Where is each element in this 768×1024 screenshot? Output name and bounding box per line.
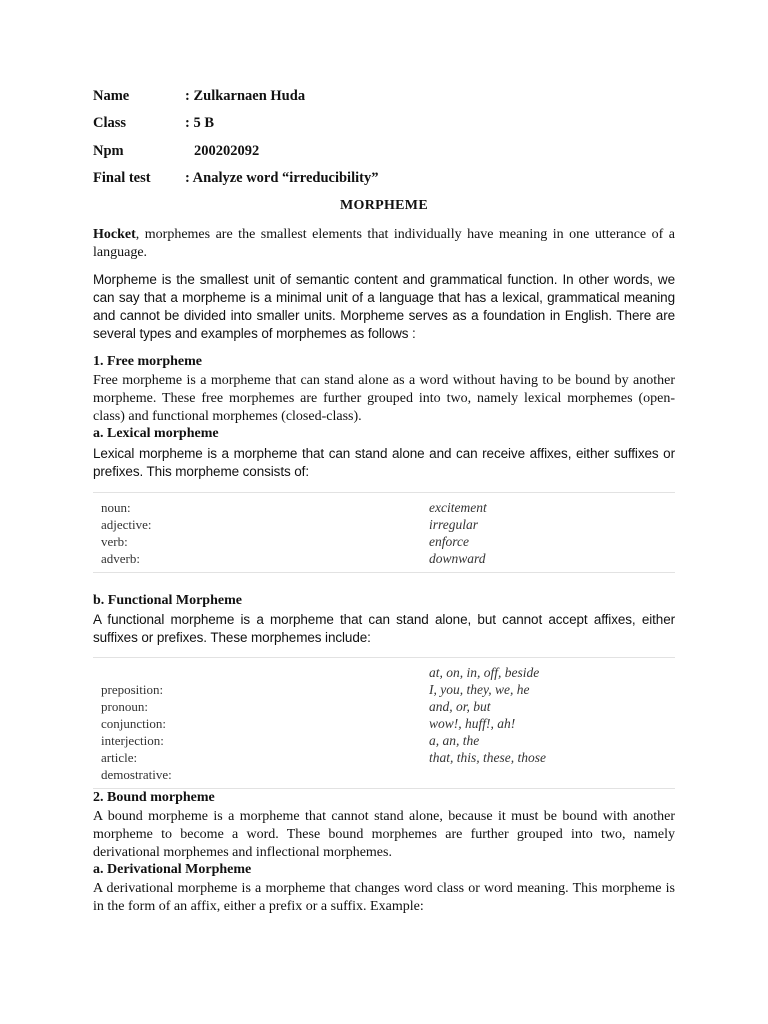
table-example: wow!, huff!, ah!: [429, 716, 516, 731]
table-label: interjection:: [101, 733, 164, 748]
table-divider: [93, 788, 675, 789]
free-morpheme-text: Free morpheme is a morpheme that can stand alone as a word without having to be bound by another morpheme. These free morphemes are further grouped into two, namely lexical morphemes (open-class) and functional morphemes (closed-class).: [93, 373, 675, 424]
intro-paragraph: [93, 226, 675, 262]
free-morpheme-heading: 1. Free morpheme: [93, 354, 202, 369]
header-label: Npm: [93, 143, 124, 159]
table-divider: [93, 572, 675, 573]
table-example: irregular: [429, 517, 479, 532]
table-label: pronoun:: [101, 699, 148, 714]
header-value: : Zulkarnaen Huda: [185, 88, 306, 104]
functional-morpheme-heading: b. Functional Morpheme: [93, 593, 242, 608]
table-divider: [93, 657, 675, 658]
functional-morpheme-text: A functional morpheme is a morpheme that can stand alone, but cannot accept affixes, either suffixes or prefixes. These morphemes include:: [93, 612, 675, 645]
table-label: noun:: [101, 500, 131, 515]
table-divider: [93, 492, 675, 493]
header-value: : Analyze word “irreducibility”: [185, 170, 379, 186]
definition-paragraph: Morpheme is the smallest unit of semantic content and grammatical function. In other words, we can say that a morpheme is a minimal unit of a language that has a lexical, grammatical meaning and cannot be divided into smaller units. Morpheme serves as a foundation in English. There are several types and examples of morphemes as follows :: [93, 272, 675, 341]
lexical-table-examples: [429, 499, 487, 567]
header-label: Final test: [93, 170, 151, 186]
table-example: that, this, these, those: [429, 750, 546, 765]
intro-lead-rest: , morphemes are the smallest elements that individually have meaning in one utterance of a language.: [93, 227, 675, 260]
header-value: : 5 B: [185, 115, 214, 131]
header-value: 200202092: [194, 143, 260, 159]
table-label: adverb:: [101, 551, 140, 566]
lexical-table-labels: [101, 499, 152, 567]
derivational-morpheme-text: A derivational morpheme is a morpheme that changes word class or word meaning. This morpheme is in the form of an affix, either a prefix or a suffix. Example:: [93, 881, 675, 914]
functional-table-examples: [429, 664, 546, 766]
bound-morpheme-heading: 2. Bound morpheme: [93, 790, 215, 805]
table-example: a, an, the: [429, 733, 480, 748]
header-label: Class: [93, 115, 127, 131]
table-label: preposition:: [101, 682, 164, 697]
table-label: article:: [101, 750, 138, 765]
table-example: at, on, in, off, beside: [429, 665, 540, 680]
bound-morpheme-text: A bound morpheme is a morpheme that cannot stand alone, because it must be bound with another morpheme to become a word. These bound morphemes are further grouped into two, namely derivational morphemes and inflectional morphemes.: [93, 809, 675, 860]
table-label: conjunction:: [101, 716, 166, 731]
intro-lead-bold: Hocket: [93, 227, 136, 242]
table-label: demostrative:: [101, 767, 172, 782]
table-example: I, you, they, we, he: [429, 682, 530, 697]
table-label: adjective:: [101, 517, 152, 532]
functional-table-labels: [101, 681, 172, 783]
derivational-morpheme-heading: a. Derivational Morpheme: [93, 862, 252, 877]
table-example: enforce: [429, 534, 469, 549]
table-label: verb:: [101, 534, 128, 549]
table-example: downward: [429, 551, 486, 566]
header-label: Name: [93, 88, 130, 104]
lexical-morpheme-heading: a. Lexical morpheme: [93, 426, 219, 441]
table-example: excitement: [429, 500, 487, 515]
page-title: MORPHEME: [340, 198, 428, 213]
lexical-morpheme-text: Lexical morpheme is a morpheme that can stand alone and can receive affixes, either suffixes or prefixes. This morpheme consists of:: [93, 446, 675, 479]
table-example: and, or, but: [429, 699, 491, 714]
